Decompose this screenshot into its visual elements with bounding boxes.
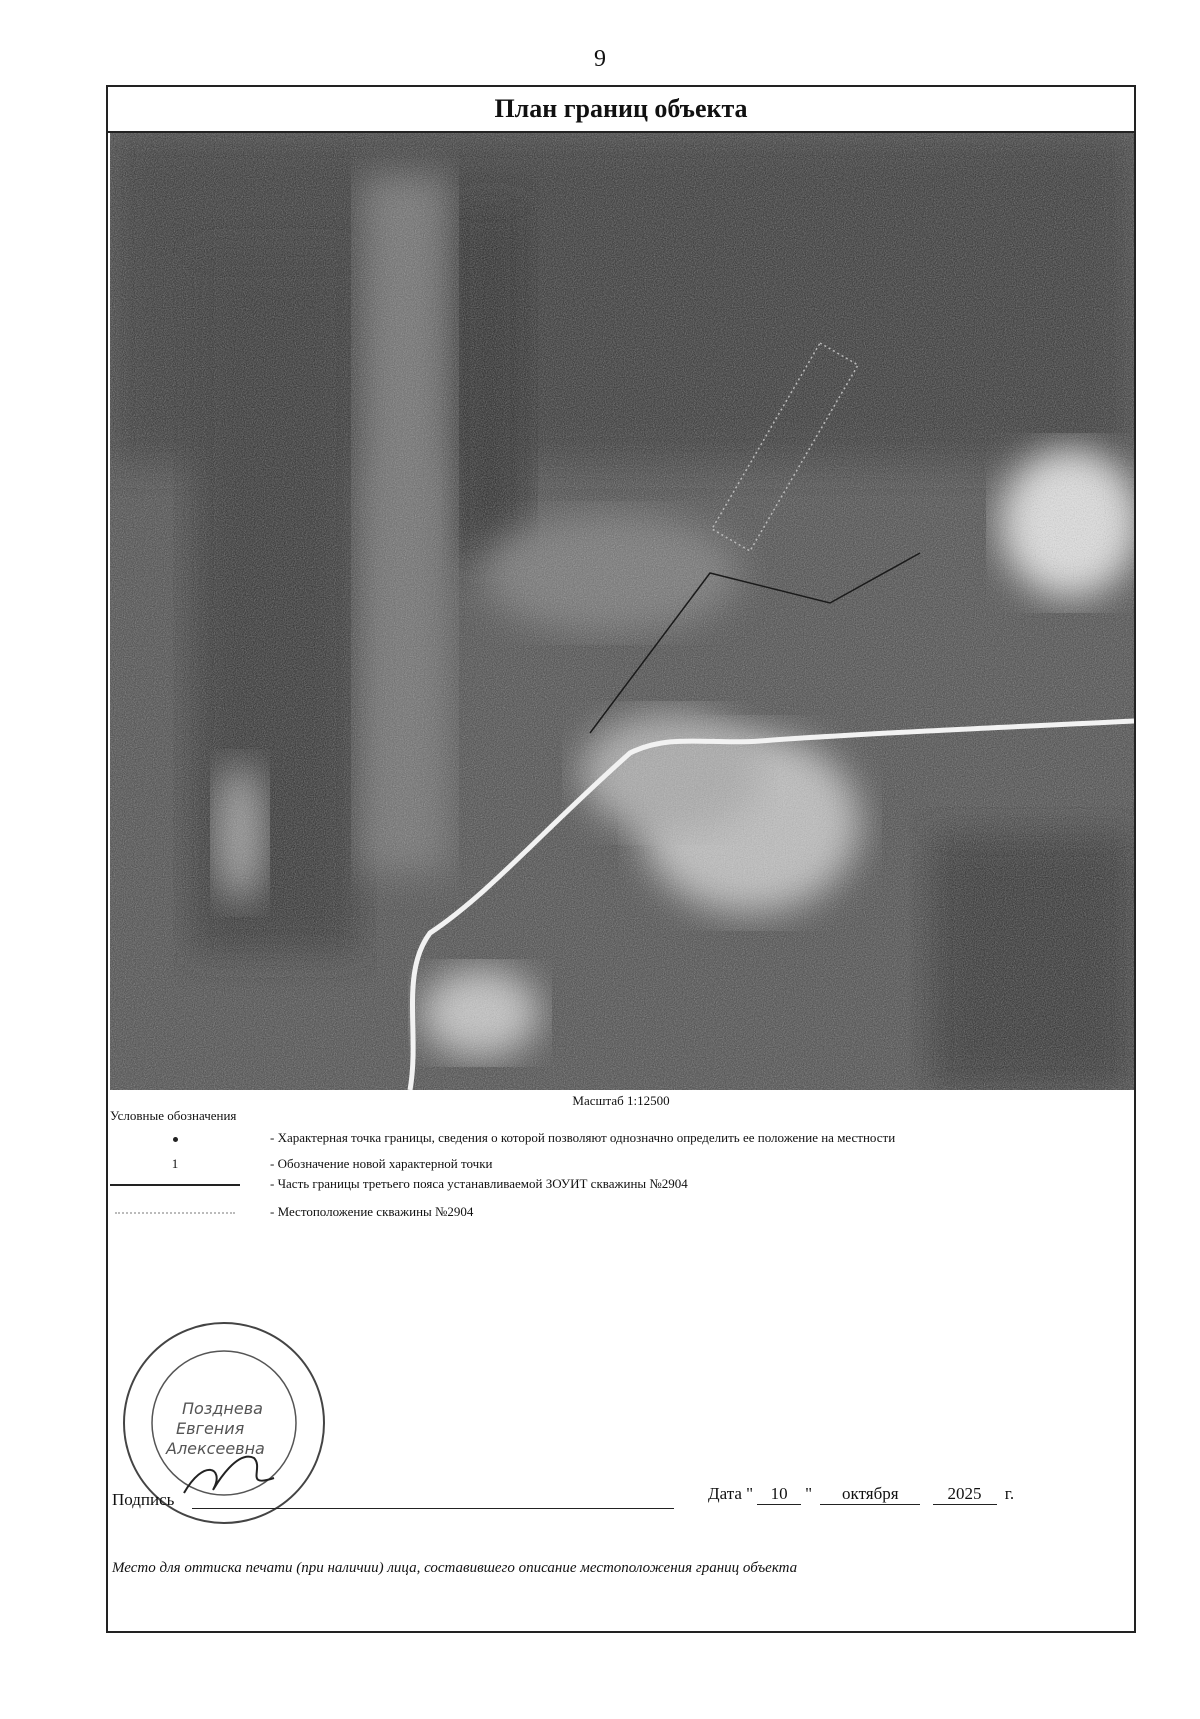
date-suffix: г. [1004, 1484, 1015, 1503]
signature-line [192, 1508, 674, 1509]
handwritten-signature [184, 1457, 274, 1493]
date-label: Дата [708, 1484, 742, 1503]
stamp-name-line: Евгения [176, 1419, 245, 1438]
legend-dotted-symbol [110, 1204, 240, 1220]
date-month: октября [820, 1484, 920, 1505]
stamp-place-note: Место для оттиска печати (при наличии) лица, составившего описание местоположения границ объекта [112, 1560, 798, 1576]
legend-row-dotted [110, 1204, 1120, 1222]
legend-dot-symbol [110, 1130, 240, 1146]
satellite-map [110, 133, 1134, 1090]
legend-text: - Часть границы третьего пояса устанавливаемой ЗОУИТ скважины №2904 [270, 1176, 688, 1191]
legend-row-number [110, 1156, 1120, 1174]
date-day: 10 [757, 1484, 801, 1505]
map-image [110, 133, 1134, 1090]
legend-row-line [110, 1176, 1120, 1194]
legend-number-symbol: 1 [171, 1156, 179, 1171]
legend-text: - Обозначение новой характерной точки [270, 1156, 493, 1171]
legend-line-symbol [110, 1176, 240, 1192]
date-row: Дата " 10 " октября 2025 г. [708, 1484, 1015, 1503]
date-year: 2025 [933, 1484, 997, 1505]
page-title: План границ объекта [108, 87, 1134, 133]
legend-text: - Характерная точка границы, сведения о которой позволяют однозначно определить ее положение на местности [270, 1130, 896, 1145]
stamp-name-line: Позднева [182, 1399, 263, 1418]
legend-row-dot [110, 1130, 1120, 1148]
map-scale: Масштаб 1:12500 [572, 1093, 670, 1108]
page-number: 9 [594, 46, 606, 72]
stamp-name-line: Алексеевна [166, 1439, 265, 1458]
legend-title: Условные обозначения [110, 1108, 237, 1123]
legend-text: - Местоположение скважины №2904 [270, 1204, 474, 1219]
signature-label: Подпись [112, 1490, 175, 1509]
